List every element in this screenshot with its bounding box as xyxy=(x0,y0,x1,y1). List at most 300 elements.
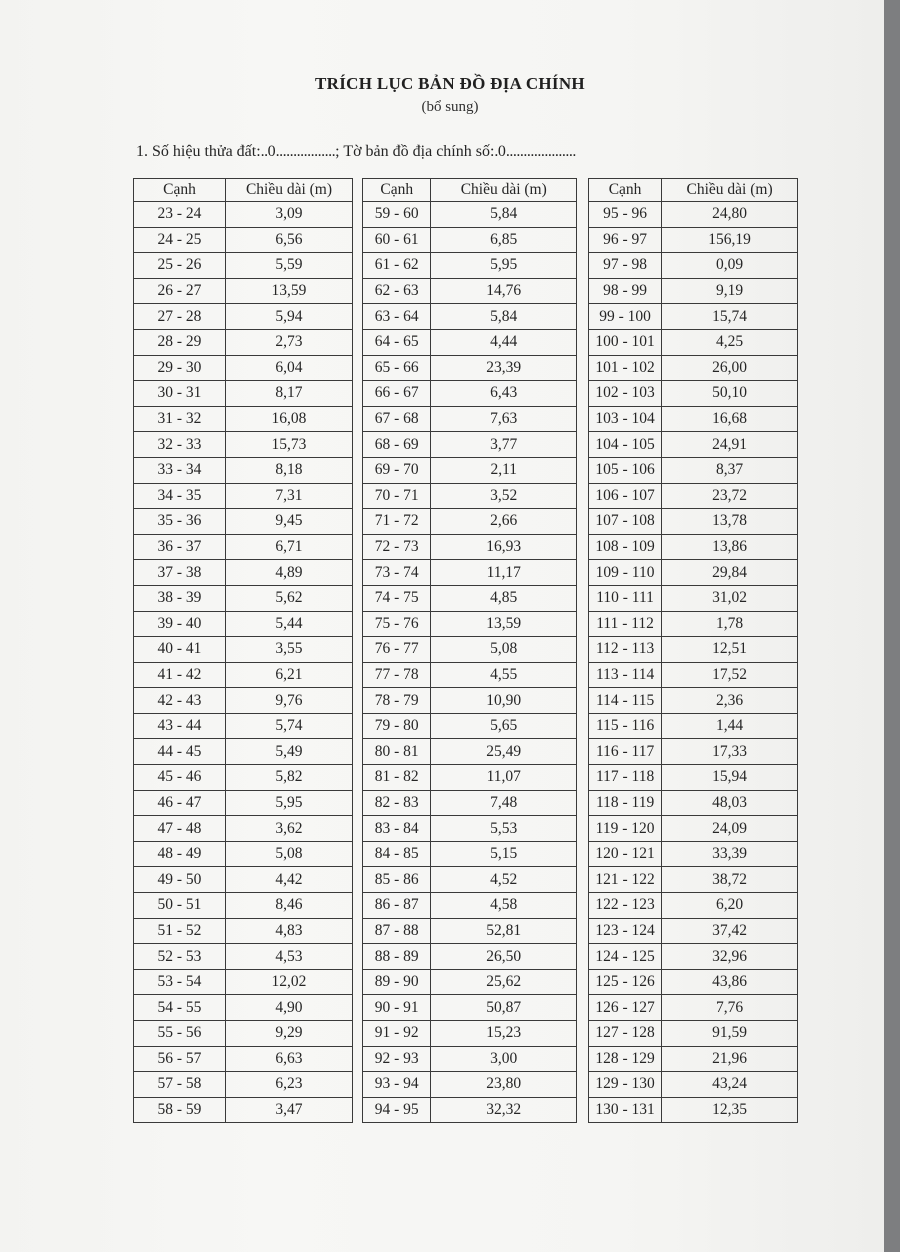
header-length: Chiều dài (m) xyxy=(662,179,798,202)
table-row xyxy=(589,253,798,279)
edge-cell: 73 - 74 xyxy=(363,560,431,586)
edge-cell: 124 - 125 xyxy=(589,944,662,970)
length-cell: 6,43 xyxy=(431,381,577,407)
table-row xyxy=(589,304,798,330)
length-cell: 13,78 xyxy=(662,509,798,535)
length-cell: 8,37 xyxy=(662,457,798,483)
length-cell: 4,42 xyxy=(225,867,352,893)
edge-cell: 43 - 44 xyxy=(134,713,226,739)
table-row xyxy=(363,1097,577,1123)
edge-cell: 125 - 126 xyxy=(589,969,662,995)
length-cell: 5,08 xyxy=(431,637,577,663)
length-cell: 16,68 xyxy=(662,406,798,432)
table-row xyxy=(363,611,577,637)
length-cell: 12,35 xyxy=(662,1097,798,1123)
table-row xyxy=(134,406,353,432)
edge-cell: 115 - 116 xyxy=(589,713,662,739)
length-cell: 9,45 xyxy=(225,509,352,535)
edge-cell: 119 - 120 xyxy=(589,816,662,842)
table-row xyxy=(134,611,353,637)
table-row xyxy=(589,483,798,509)
edge-cell: 55 - 56 xyxy=(134,1021,226,1047)
parcel-number: 0 xyxy=(267,143,276,160)
edge-cell: 111 - 112 xyxy=(589,611,662,637)
table-row xyxy=(134,355,353,381)
edge-cell: 47 - 48 xyxy=(134,816,226,842)
table-row xyxy=(134,202,353,228)
edge-cell: 62 - 63 xyxy=(363,278,431,304)
length-cell: 2,11 xyxy=(431,457,577,483)
parcel-dots-trailing: ................. xyxy=(275,143,336,160)
header-length: Chiều dài (m) xyxy=(225,179,352,202)
table-row xyxy=(134,995,353,1021)
length-cell: 17,33 xyxy=(662,739,798,765)
header-length: Chiều dài (m) xyxy=(431,179,577,202)
length-cell: 5,49 xyxy=(225,739,352,765)
length-cell: 4,25 xyxy=(662,329,798,355)
length-cell: 21,96 xyxy=(662,1046,798,1072)
edge-cell: 45 - 46 xyxy=(134,765,226,791)
length-cell: 23,72 xyxy=(662,483,798,509)
table-row xyxy=(589,637,798,663)
table-row xyxy=(134,969,353,995)
edge-cell: 46 - 47 xyxy=(134,790,226,816)
table-row xyxy=(589,355,798,381)
table-row xyxy=(589,765,798,791)
table-row xyxy=(589,202,798,228)
table-header-row xyxy=(134,179,353,202)
table-row xyxy=(363,867,577,893)
table-row xyxy=(363,944,577,970)
edge-cell: 65 - 66 xyxy=(363,355,431,381)
table-row xyxy=(363,739,577,765)
edge-cell: 52 - 53 xyxy=(134,944,226,970)
document-title: TRÍCH LỤC BẢN ĐỒ ĐỊA CHÍNH xyxy=(315,74,585,93)
edge-cell: 23 - 24 xyxy=(134,202,226,228)
table-row xyxy=(134,867,353,893)
edge-length-table-2 xyxy=(362,178,577,1123)
table-header-row xyxy=(363,179,577,202)
edge-cell: 27 - 28 xyxy=(134,304,226,330)
edge-cell: 76 - 77 xyxy=(363,637,431,663)
parcel-label: 1. Số hiệu thửa đất: xyxy=(136,143,261,160)
edge-cell: 78 - 79 xyxy=(363,688,431,714)
edge-cell: 61 - 62 xyxy=(363,253,431,279)
header-edge: Cạnh xyxy=(589,179,662,202)
table-row xyxy=(134,1046,353,1072)
edge-cell: 25 - 26 xyxy=(134,253,226,279)
table-row xyxy=(134,457,353,483)
length-cell: 2,66 xyxy=(431,509,577,535)
edge-cell: 37 - 38 xyxy=(134,560,226,586)
length-cell: 12,51 xyxy=(662,637,798,663)
edge-cell: 50 - 51 xyxy=(134,893,226,919)
edge-cell: 97 - 98 xyxy=(589,253,662,279)
length-cell: 5,53 xyxy=(431,816,577,842)
table-row xyxy=(589,509,798,535)
table-row xyxy=(134,560,353,586)
edge-cell: 36 - 37 xyxy=(134,534,226,560)
edge-cell: 113 - 114 xyxy=(589,662,662,688)
length-cell: 4,83 xyxy=(225,918,352,944)
length-cell: 13,59 xyxy=(225,278,352,304)
table-row xyxy=(363,918,577,944)
length-cell: 32,96 xyxy=(662,944,798,970)
table-row xyxy=(589,611,798,637)
length-cell: 3,77 xyxy=(431,432,577,458)
length-cell: 16,93 xyxy=(431,534,577,560)
length-cell: 11,07 xyxy=(431,765,577,791)
edge-cell: 63 - 64 xyxy=(363,304,431,330)
length-cell: 6,04 xyxy=(225,355,352,381)
length-cell: 3,62 xyxy=(225,816,352,842)
edge-cell: 109 - 110 xyxy=(589,560,662,586)
edge-cell: 34 - 35 xyxy=(134,483,226,509)
edge-cell: 107 - 108 xyxy=(589,509,662,535)
table-row xyxy=(589,995,798,1021)
length-cell: 48,03 xyxy=(662,790,798,816)
edge-cell: 117 - 118 xyxy=(589,765,662,791)
edge-cell: 89 - 90 xyxy=(363,969,431,995)
table-row xyxy=(589,534,798,560)
edge-cell: 42 - 43 xyxy=(134,688,226,714)
length-cell: 3,52 xyxy=(431,483,577,509)
length-cell: 6,21 xyxy=(225,662,352,688)
table-row xyxy=(134,893,353,919)
edge-cell: 110 - 111 xyxy=(589,585,662,611)
edge-cell: 114 - 115 xyxy=(589,688,662,714)
table-row xyxy=(589,944,798,970)
length-cell: 13,86 xyxy=(662,534,798,560)
edge-cell: 77 - 78 xyxy=(363,662,431,688)
table-row xyxy=(134,483,353,509)
edge-cell: 57 - 58 xyxy=(134,1072,226,1098)
edge-cell: 30 - 31 xyxy=(134,381,226,407)
table-row xyxy=(589,406,798,432)
length-cell: 4,44 xyxy=(431,329,577,355)
length-cell: 5,15 xyxy=(431,841,577,867)
table-row xyxy=(589,1046,798,1072)
table-row xyxy=(134,509,353,535)
length-cell: 5,08 xyxy=(225,841,352,867)
length-cell: 15,73 xyxy=(225,432,352,458)
table-row xyxy=(134,1072,353,1098)
edge-cell: 130 - 131 xyxy=(589,1097,662,1123)
length-cell: 4,58 xyxy=(431,893,577,919)
edge-cell: 118 - 119 xyxy=(589,790,662,816)
length-cell: 1,44 xyxy=(662,713,798,739)
table-row xyxy=(363,1021,577,1047)
length-cell: 3,00 xyxy=(431,1046,577,1072)
length-cell: 5,94 xyxy=(225,304,352,330)
table-row xyxy=(134,585,353,611)
table-row xyxy=(134,432,353,458)
edge-cell: 127 - 128 xyxy=(589,1021,662,1047)
edge-cell: 69 - 70 xyxy=(363,457,431,483)
length-cell: 4,52 xyxy=(431,867,577,893)
table-row xyxy=(134,304,353,330)
length-cell: 9,76 xyxy=(225,688,352,714)
length-cell: 38,72 xyxy=(662,867,798,893)
edge-cell: 51 - 52 xyxy=(134,918,226,944)
length-cell: 4,85 xyxy=(431,585,577,611)
table-row xyxy=(363,457,577,483)
table-row xyxy=(134,278,353,304)
sheet-number: 0 xyxy=(497,143,506,160)
length-cell: 5,95 xyxy=(431,253,577,279)
table-row xyxy=(363,406,577,432)
length-cell: 3,47 xyxy=(225,1097,352,1123)
length-cell: 6,71 xyxy=(225,534,352,560)
length-cell: 1,78 xyxy=(662,611,798,637)
edge-cell: 104 - 105 xyxy=(589,432,662,458)
length-cell: 5,65 xyxy=(431,713,577,739)
table-row xyxy=(134,841,353,867)
table-row xyxy=(134,713,353,739)
length-cell: 4,89 xyxy=(225,560,352,586)
length-cell: 5,74 xyxy=(225,713,352,739)
edge-cell: 72 - 73 xyxy=(363,534,431,560)
edge-cell: 29 - 30 xyxy=(134,355,226,381)
edge-cell: 100 - 101 xyxy=(589,329,662,355)
table-row xyxy=(363,202,577,228)
length-cell: 17,52 xyxy=(662,662,798,688)
length-cell: 23,80 xyxy=(431,1072,577,1098)
table-row xyxy=(589,867,798,893)
edge-cell: 56 - 57 xyxy=(134,1046,226,1072)
edge-cell: 86 - 87 xyxy=(363,893,431,919)
table-row xyxy=(363,304,577,330)
length-cell: 0,09 xyxy=(662,253,798,279)
length-cell: 26,00 xyxy=(662,355,798,381)
edge-cell: 66 - 67 xyxy=(363,381,431,407)
length-cell: 24,80 xyxy=(662,202,798,228)
edge-cell: 85 - 86 xyxy=(363,867,431,893)
length-cell: 12,02 xyxy=(225,969,352,995)
edge-cell: 35 - 36 xyxy=(134,509,226,535)
length-cell: 23,39 xyxy=(431,355,577,381)
table-row xyxy=(363,893,577,919)
edge-cell: 75 - 76 xyxy=(363,611,431,637)
table-row xyxy=(589,841,798,867)
edge-length-table-3 xyxy=(588,178,798,1123)
table-row xyxy=(589,1097,798,1123)
length-cell: 2,73 xyxy=(225,329,352,355)
length-cell: 4,53 xyxy=(225,944,352,970)
length-cell: 5,62 xyxy=(225,585,352,611)
length-cell: 15,74 xyxy=(662,304,798,330)
table-row xyxy=(589,329,798,355)
length-cell: 5,44 xyxy=(225,611,352,637)
table-row xyxy=(363,534,577,560)
table-row xyxy=(363,329,577,355)
edge-cell: 40 - 41 xyxy=(134,637,226,663)
edge-cell: 71 - 72 xyxy=(363,509,431,535)
length-cell: 24,09 xyxy=(662,816,798,842)
table-row xyxy=(134,662,353,688)
length-cell: 13,59 xyxy=(431,611,577,637)
table-row xyxy=(363,637,577,663)
table-row xyxy=(589,1072,798,1098)
edge-cell: 41 - 42 xyxy=(134,662,226,688)
table-row xyxy=(363,816,577,842)
edge-cell: 82 - 83 xyxy=(363,790,431,816)
edge-cell: 105 - 106 xyxy=(589,457,662,483)
table-row xyxy=(363,483,577,509)
length-cell: 3,55 xyxy=(225,637,352,663)
table-row xyxy=(363,969,577,995)
edge-cell: 108 - 109 xyxy=(589,534,662,560)
table-row xyxy=(363,253,577,279)
table-row xyxy=(589,457,798,483)
edge-cell: 84 - 85 xyxy=(363,841,431,867)
edge-cell: 83 - 84 xyxy=(363,816,431,842)
length-cell: 26,50 xyxy=(431,944,577,970)
edge-cell: 67 - 68 xyxy=(363,406,431,432)
edge-cell: 95 - 96 xyxy=(589,202,662,228)
table-row xyxy=(134,253,353,279)
edge-cell: 103 - 104 xyxy=(589,406,662,432)
table-row xyxy=(134,739,353,765)
edge-cell: 102 - 103 xyxy=(589,381,662,407)
length-cell: 25,49 xyxy=(431,739,577,765)
table-row xyxy=(589,790,798,816)
length-cell: 7,31 xyxy=(225,483,352,509)
edge-cell: 24 - 25 xyxy=(134,227,226,253)
table-row xyxy=(589,816,798,842)
table-row xyxy=(363,662,577,688)
table-row xyxy=(589,969,798,995)
length-cell: 7,76 xyxy=(662,995,798,1021)
length-cell: 4,55 xyxy=(431,662,577,688)
length-cell: 52,81 xyxy=(431,918,577,944)
edge-cell: 31 - 32 xyxy=(134,406,226,432)
edge-cell: 74 - 75 xyxy=(363,585,431,611)
table-row xyxy=(363,585,577,611)
table-row xyxy=(134,381,353,407)
edge-cell: 49 - 50 xyxy=(134,867,226,893)
edge-cell: 121 - 122 xyxy=(589,867,662,893)
table-row xyxy=(589,560,798,586)
length-cell: 156,19 xyxy=(662,227,798,253)
header-edge: Cạnh xyxy=(363,179,431,202)
edge-cell: 28 - 29 xyxy=(134,329,226,355)
length-cell: 5,59 xyxy=(225,253,352,279)
length-cell: 3,09 xyxy=(225,202,352,228)
table-row xyxy=(134,816,353,842)
edge-cell: 90 - 91 xyxy=(363,995,431,1021)
table-row xyxy=(363,509,577,535)
edge-cell: 123 - 124 xyxy=(589,918,662,944)
table-row xyxy=(363,560,577,586)
table-row xyxy=(363,1046,577,1072)
table-row xyxy=(134,227,353,253)
edge-cell: 120 - 121 xyxy=(589,841,662,867)
length-cell: 29,84 xyxy=(662,560,798,586)
length-cell: 5,95 xyxy=(225,790,352,816)
table-row xyxy=(589,585,798,611)
length-cell: 7,63 xyxy=(431,406,577,432)
edge-cell: 68 - 69 xyxy=(363,432,431,458)
table-row xyxy=(134,637,353,663)
length-cell: 31,02 xyxy=(662,585,798,611)
edge-cell: 58 - 59 xyxy=(134,1097,226,1123)
parcel-dots: .. xyxy=(260,143,268,160)
table-row xyxy=(363,841,577,867)
table-row xyxy=(134,688,353,714)
length-cell: 43,86 xyxy=(662,969,798,995)
table-row xyxy=(589,739,798,765)
length-cell: 15,94 xyxy=(662,765,798,791)
length-cell: 6,85 xyxy=(431,227,577,253)
table-row xyxy=(589,432,798,458)
table-row xyxy=(363,227,577,253)
edge-cell: 54 - 55 xyxy=(134,995,226,1021)
length-cell: 50,10 xyxy=(662,381,798,407)
table-row xyxy=(589,713,798,739)
document-subtitle: (bổ sung) xyxy=(421,99,479,115)
length-cell: 9,19 xyxy=(662,278,798,304)
table-row xyxy=(363,381,577,407)
length-cell: 6,23 xyxy=(225,1072,352,1098)
edge-cell: 91 - 92 xyxy=(363,1021,431,1047)
table-row xyxy=(134,918,353,944)
edge-cell: 38 - 39 xyxy=(134,585,226,611)
length-cell: 7,48 xyxy=(431,790,577,816)
length-cell: 6,56 xyxy=(225,227,352,253)
edge-cell: 60 - 61 xyxy=(363,227,431,253)
length-cell: 5,84 xyxy=(431,202,577,228)
edge-cell: 122 - 123 xyxy=(589,893,662,919)
length-cell: 4,90 xyxy=(225,995,352,1021)
length-cell: 11,17 xyxy=(431,560,577,586)
length-cell: 33,39 xyxy=(662,841,798,867)
edge-cell: 26 - 27 xyxy=(134,278,226,304)
edge-cell: 53 - 54 xyxy=(134,969,226,995)
edge-cell: 94 - 95 xyxy=(363,1097,431,1123)
table-row xyxy=(134,1097,353,1123)
table-row xyxy=(589,278,798,304)
length-cell: 8,18 xyxy=(225,457,352,483)
table-row xyxy=(363,995,577,1021)
edge-length-table-1 xyxy=(133,178,353,1123)
length-cell: 32,32 xyxy=(431,1097,577,1123)
sheet-label: ; Tờ bản đồ địa chính số: xyxy=(335,143,495,160)
length-cell: 91,59 xyxy=(662,1021,798,1047)
length-cell: 24,91 xyxy=(662,432,798,458)
length-cell: 14,76 xyxy=(431,278,577,304)
edge-cell: 81 - 82 xyxy=(363,765,431,791)
table-row xyxy=(134,944,353,970)
length-cell: 15,23 xyxy=(431,1021,577,1047)
edge-cell: 64 - 65 xyxy=(363,329,431,355)
edge-cell: 112 - 113 xyxy=(589,637,662,663)
edge-cell: 88 - 89 xyxy=(363,944,431,970)
edge-cell: 96 - 97 xyxy=(589,227,662,253)
table-row xyxy=(363,432,577,458)
sheet-dots-trailing: .................... xyxy=(505,143,576,160)
edge-cell: 99 - 100 xyxy=(589,304,662,330)
table-row xyxy=(589,381,798,407)
edge-cell: 87 - 88 xyxy=(363,918,431,944)
edge-cell: 79 - 80 xyxy=(363,713,431,739)
table-row xyxy=(134,1021,353,1047)
sheet-dots: . xyxy=(494,143,498,160)
edge-cell: 126 - 127 xyxy=(589,995,662,1021)
length-cell: 6,20 xyxy=(662,893,798,919)
edge-cell: 98 - 99 xyxy=(589,278,662,304)
table-header-row xyxy=(589,179,798,202)
